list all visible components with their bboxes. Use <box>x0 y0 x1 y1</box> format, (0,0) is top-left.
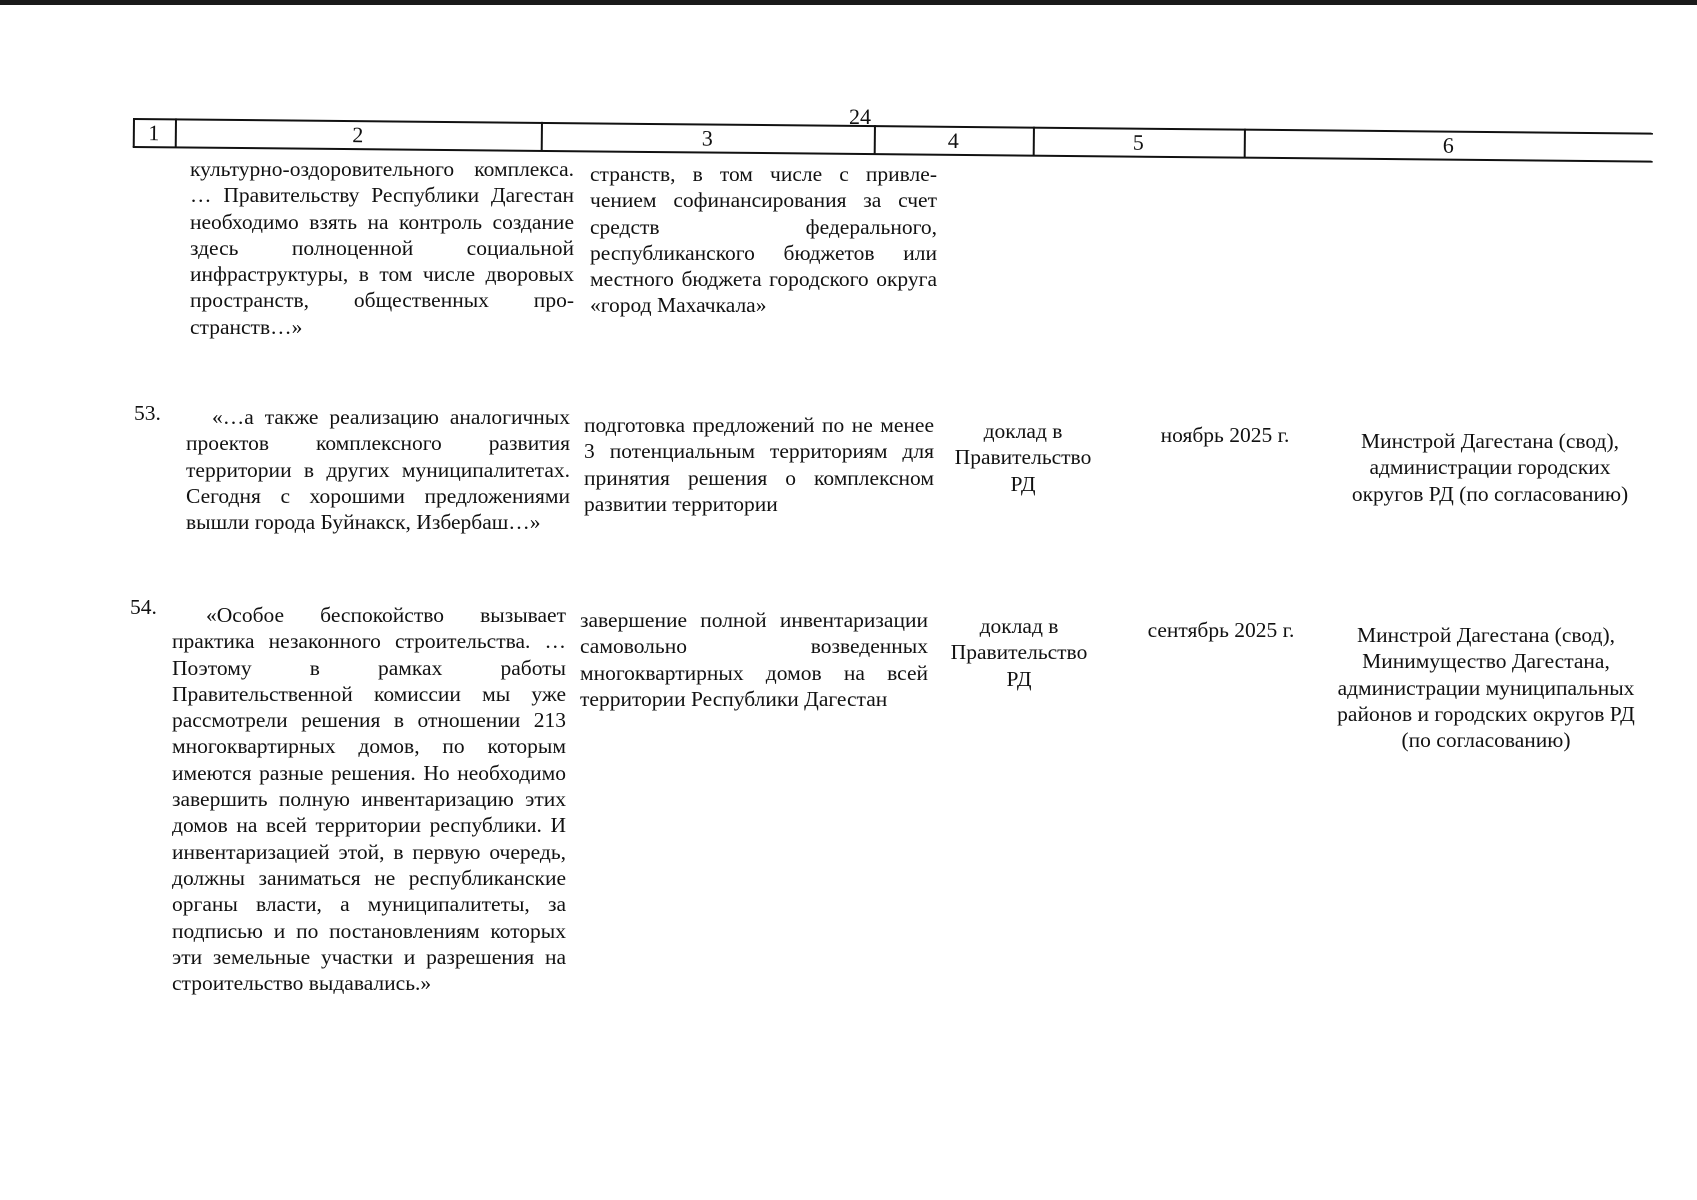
row-53-col3: подготовка предложений по не менее 3 потенциальным территориям для принятия решения о комплексном развитии территории <box>584 413 934 516</box>
row-54-col6: Минстрой Дагестана (свод), Минимущество Дагестана, администрации муниципальных районов и городских округов РД (по согласованию) <box>1337 623 1635 753</box>
row-54-col2: «Особое беспокойство вызывает практика незаконного строительства. … Поэтому в рамках работы Правительственной комиссии мы уже рассмотрели решения в отношении 213 многоквартирных домов, по которым имеются разные решения. Но необходимо завершить полную инвентаризацию этих домов на всей территории республики. И инвентаризацией этой, в первую очередь, должны заниматься не республиканские органы власти, а муниципалитеты, за подписью и по постановлениям которых эти земельные участки и разрешения на строительство выдавались.» <box>172 603 566 996</box>
header-col-3: 3 <box>701 125 713 151</box>
row-53-col2: «…а также реализацию аналогичных проектов комплексного развития территории в других муниципалитетах. Сегодня с хорошими предложениями вышли города Буйнакск, Избербаш…» <box>186 405 570 535</box>
row-53-col5: ноябрь 2025 г. <box>1160 423 1290 447</box>
row-53-col4: доклад в Правительство РД <box>954 419 1092 496</box>
row-continuation-col2: культурно-оздоровительного комплекса. … Правительству Республики Дагестан необходимо взять на контроль создание здесь полноценной социальной инфраструктуры, в том числе дворовых пространств, общественных пространств…» <box>190 157 574 339</box>
page-number: 24 <box>849 104 871 129</box>
row-54-col4: доклад в Правительство РД <box>950 614 1088 691</box>
header-col-6: 6 <box>1442 132 1454 158</box>
scan-top-edge <box>0 0 1697 5</box>
header-col-1: 1 <box>148 120 160 146</box>
row-54-col3: завершение полной инвентаризации самовольно возведенных многоквартирных домов на всей территории Республики Дагестан <box>580 608 928 711</box>
row-54-col5: сентябрь 2025 г. <box>1147 618 1295 642</box>
header-col-4: 4 <box>947 127 959 153</box>
row-53-col6: Минстрой Дагестана (свод), администрации городских округов РД (по согласованию) <box>1351 429 1629 506</box>
row-53-number: 53. <box>134 401 161 425</box>
row-continuation-col3: странств, в том числе с привлечением софинансирования за счет средств федерального, республиканского бюджетов или местного бюджета городского округа «город Махачкала» <box>590 162 937 318</box>
header-col-2: 2 <box>352 122 364 148</box>
row-54-number: 54. <box>130 595 157 619</box>
header-col-5: 5 <box>1132 129 1144 155</box>
